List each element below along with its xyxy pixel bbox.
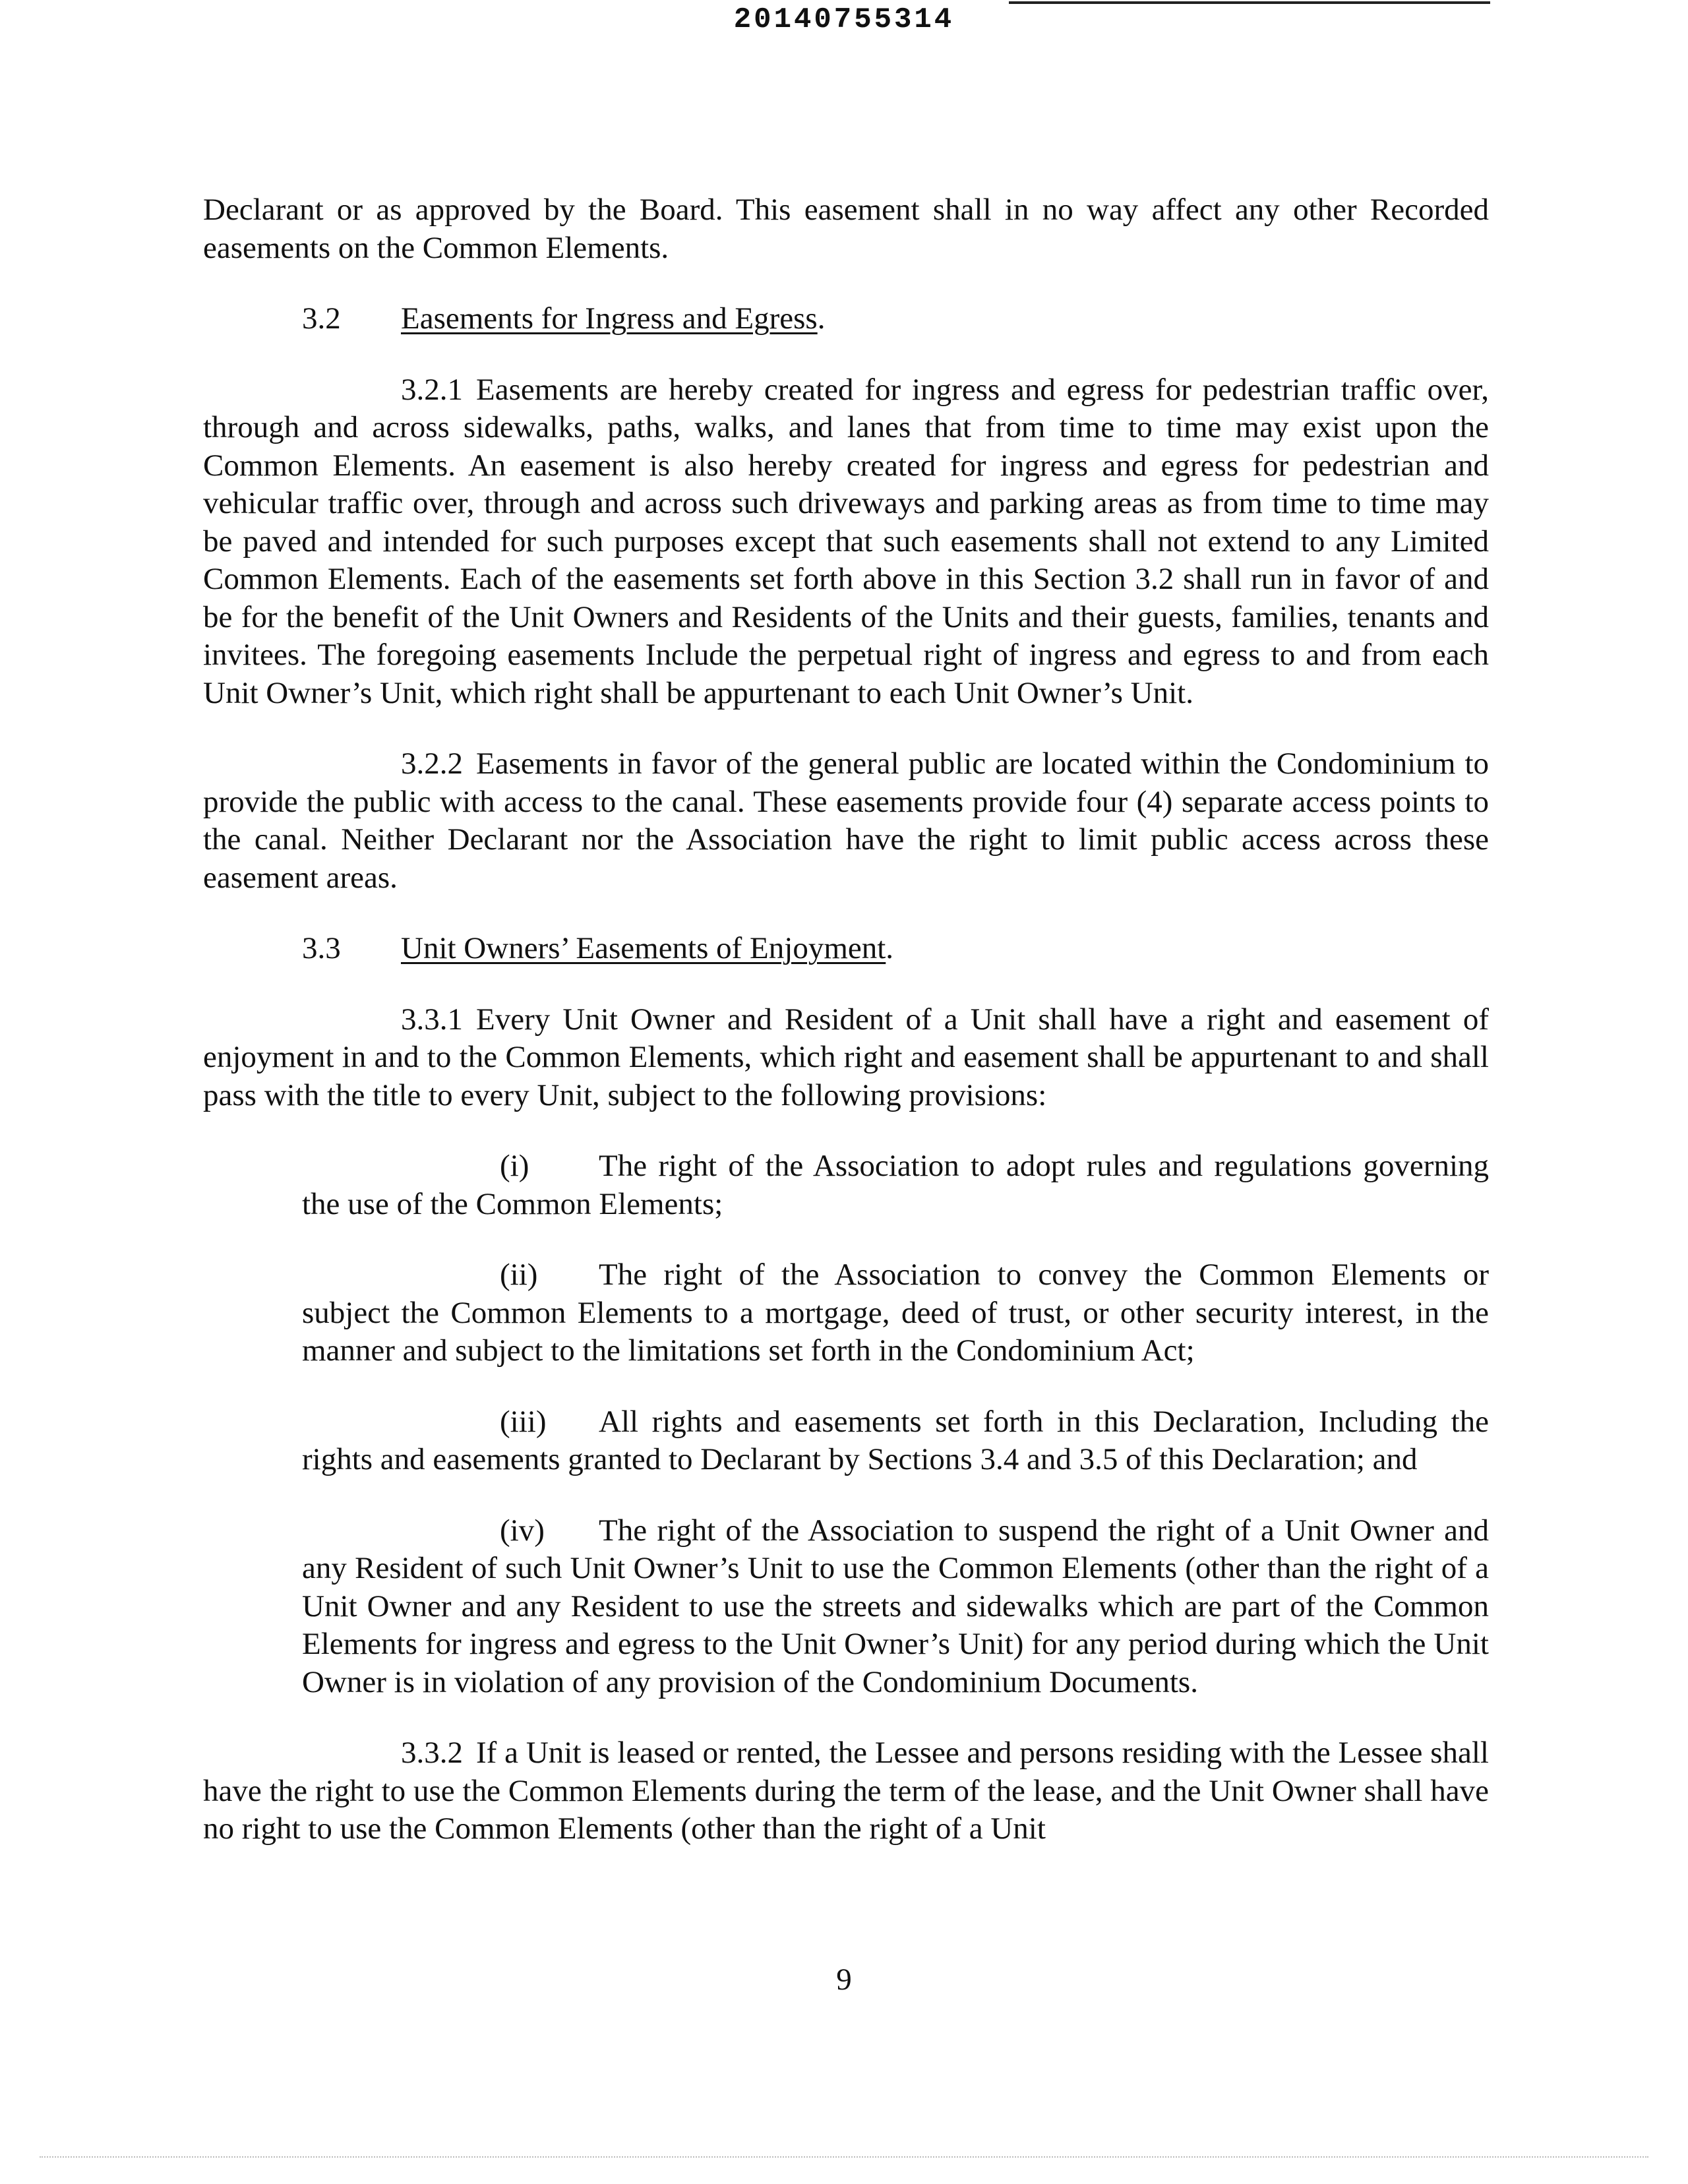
intro-paragraph: Declarant or as approved by the Board. This easement shall in no way affect any other Recorded easements on the Common Elements. bbox=[203, 193, 1489, 265]
subsection-text: Easements are hereby created for ingress and egress for pedestrian traffic over, through and across sidewalks, paths, walks, and lanes that from time to time may exist upon the Common Elements. An easement is also hereby created for ingress and egress for pedestrian and vehicular traffic over, through and across such driveways and parking areas as from time to time may be paved and intended for such purposes except that such easements shall not extend to any Limited Common Elements. Each of the easements set forth above in this Section 3.2 shall run in favor of and be for the benefit of the Unit Owners and Residents of the Units and their guests, families, tenants and invitees. The foregoing easements Include the perpetual right of ingress and egress to and from each Unit Owner’s Unit, which right shall be appurtenant to each Unit Owner’s Unit. bbox=[203, 372, 1489, 710]
section-title: Unit Owners’ Easements of Enjoyment bbox=[401, 931, 886, 965]
section-3-2-2 bbox=[203, 745, 1489, 897]
section-number: 3.2 bbox=[302, 301, 341, 336]
provision-iii bbox=[302, 1403, 1489, 1479]
section-title: Easements for Ingress and Egress bbox=[401, 301, 818, 336]
section-3-2-heading: 3.2 Easements for Ingress and Egress. bbox=[203, 300, 1489, 338]
section-3-3-heading: 3.3 Unit Owners’ Easements of Enjoyment. bbox=[203, 930, 1489, 968]
subsection-number: 3.3.1 bbox=[401, 1002, 463, 1037]
provision-ii bbox=[302, 1256, 1489, 1370]
provision-label: (ii) bbox=[500, 1258, 538, 1292]
provision-text: All rights and easements set forth in this Declaration, Including the rights and easements granted to Declarant by Sections 3.4 and 3.5 of this Declaration; and bbox=[302, 1404, 1489, 1476]
body-text bbox=[203, 191, 1489, 1848]
provision-label: (iv) bbox=[500, 1513, 545, 1548]
provision-text: The right of the Association to suspend the right of a Unit Owner and any Resident of such Unit Owner’s Unit to use the Common Elements (other than the right of a Unit Owner and any Resident to use the streets and sidewalks which are part of the Common Elements for ingress and egress to the Unit Owner’s Unit) for any period during which the Unit Owner is in violation of any provision of the Condominium Documents. bbox=[302, 1513, 1489, 1699]
subsection-number: 3.2.2 bbox=[401, 746, 463, 781]
provision-text: The right of the Association to convey the Common Elements or subject the Common Elements to a mortgage, deed of trust, or other security interest, in the manner and subject to the limitations set forth in the Condominium Act; bbox=[302, 1258, 1489, 1368]
provision-label: (iii) bbox=[500, 1404, 547, 1439]
provision-text: The right of the Association to adopt rules and regulations governing the use of the Common Elements; bbox=[302, 1149, 1489, 1221]
page-number: 9 bbox=[836, 1962, 852, 1997]
section-number: 3.3 bbox=[302, 931, 341, 965]
subsection-text: If a Unit is leased or rented, the Lessee and persons residing with the Lessee shall have the right to use the Common Elements during the term of the lease, and the Unit Owner shall have no right to use the Common Elements (other than the right of a Unit bbox=[203, 1736, 1489, 1846]
subsection-text: Easements in favor of the general public are located within the Condominium to provide the public with access to the canal. These easements provide four (4) separate access points to the canal. Neither Declarant nor the Association have the right to limit public access across these easement areas. bbox=[203, 746, 1489, 895]
section-3-2-1 bbox=[203, 371, 1489, 713]
section-3-3-2 bbox=[203, 1734, 1489, 1848]
scan-artifact-line bbox=[40, 2156, 1648, 2162]
provision-label: (i) bbox=[500, 1149, 529, 1183]
subsection-text: Every Unit Owner and Resident of a Unit shall have a right and easement of enjoyment in and to the Common Elements, which right and easement shall be appurtenant to and shall pass with the title to every Unit, subject to the following provisions: bbox=[203, 1002, 1489, 1112]
provision-iv bbox=[302, 1512, 1489, 1702]
provision-i bbox=[302, 1147, 1489, 1223]
subsection-number: 3.3.2 bbox=[401, 1736, 463, 1770]
subsection-number: 3.2.1 bbox=[401, 372, 463, 407]
top-rule bbox=[1009, 1, 1490, 4]
document-number: 20140755314 bbox=[733, 3, 955, 36]
section-3-3-1 bbox=[203, 1001, 1489, 1115]
